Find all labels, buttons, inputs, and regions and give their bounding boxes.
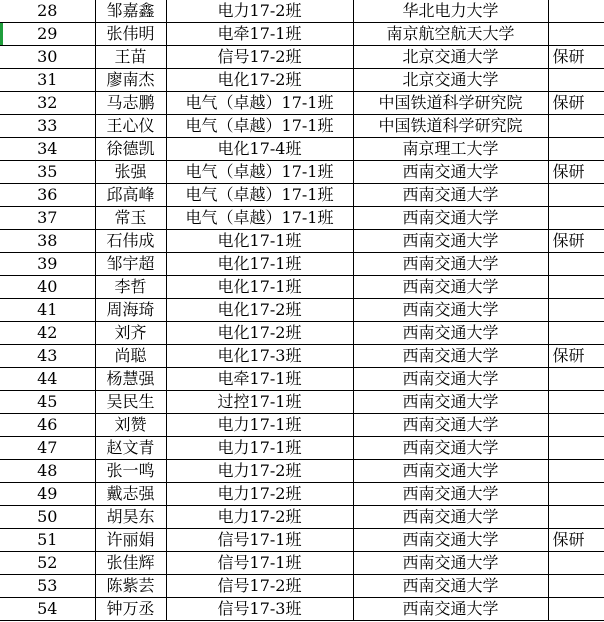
cell-number[interactable]: 52: [0, 552, 95, 575]
cell-class[interactable]: 信号17-3班: [166, 598, 353, 621]
cell-number[interactable]: 44: [0, 368, 95, 391]
table-row: [0, 598, 604, 621]
cell-number[interactable]: 42: [0, 322, 95, 345]
cell-number[interactable]: 48: [0, 460, 95, 483]
table-row: [0, 391, 604, 414]
table-row: [0, 115, 604, 138]
cell-number[interactable]: 35: [0, 161, 95, 184]
cell-number[interactable]: 47: [0, 437, 95, 460]
table-row: [0, 161, 604, 184]
cell-note[interactable]: [548, 115, 604, 138]
cell-note[interactable]: 保研: [548, 230, 604, 253]
cell-school[interactable]: 西南交通大学: [353, 437, 548, 460]
cell-school[interactable]: 西南交通大学: [353, 598, 548, 621]
cell-class[interactable]: 电气（卓越）17-1班: [166, 161, 353, 184]
cell-note[interactable]: 保研: [548, 161, 604, 184]
table-row: [0, 253, 604, 276]
cell-note[interactable]: [548, 414, 604, 437]
table-row: [0, 46, 604, 69]
cell-note[interactable]: [548, 552, 604, 575]
cell-number[interactable]: 36: [0, 184, 95, 207]
cell-school[interactable]: 西南交通大学: [353, 322, 548, 345]
cell-class[interactable]: 电力17-2班: [166, 0, 353, 23]
cell-school[interactable]: 西南交通大学: [353, 460, 548, 483]
cell-number[interactable]: 43: [0, 345, 95, 368]
cell-school[interactable]: 北京交通大学: [353, 46, 548, 69]
cell-class[interactable]: 信号17-2班: [166, 575, 353, 598]
cell-number[interactable]: 40: [0, 276, 95, 299]
cell-note[interactable]: [548, 368, 604, 391]
table-row: [0, 506, 604, 529]
cell-school[interactable]: 西南交通大学: [353, 299, 548, 322]
cell-name[interactable]: 张佳辉: [95, 552, 166, 575]
cell-name[interactable]: 徐德凯: [95, 138, 166, 161]
cell-class[interactable]: 电化17-1班: [166, 253, 353, 276]
cell-note[interactable]: [548, 437, 604, 460]
cell-school[interactable]: 中国铁道科学研究院: [353, 115, 548, 138]
cell-school[interactable]: 西南交通大学: [353, 529, 548, 552]
table-row: [0, 69, 604, 92]
cell-note[interactable]: [548, 506, 604, 529]
cell-note[interactable]: [548, 207, 604, 230]
cell-name[interactable]: 杨慧强: [95, 368, 166, 391]
cell-school[interactable]: 西南交通大学: [353, 368, 548, 391]
cell-name[interactable]: 周海琦: [95, 299, 166, 322]
cell-number[interactable]: 37: [0, 207, 95, 230]
cell-school[interactable]: 西南交通大学: [353, 276, 548, 299]
cell-number[interactable]: 34: [0, 138, 95, 161]
cell-class[interactable]: 电牵17-1班: [166, 23, 353, 46]
cell-class[interactable]: 电化17-4班: [166, 138, 353, 161]
cell-note[interactable]: [548, 184, 604, 207]
cell-number[interactable]: 50: [0, 506, 95, 529]
cell-class[interactable]: 电气（卓越）17-1班: [166, 207, 353, 230]
cell-name[interactable]: 吴民生: [95, 391, 166, 414]
cell-school[interactable]: 西南交通大学: [353, 345, 548, 368]
cell-note[interactable]: [548, 69, 604, 92]
cell-number[interactable]: 31: [0, 69, 95, 92]
cell-number[interactable]: 54: [0, 598, 95, 621]
cell-name[interactable]: 刘赞: [95, 414, 166, 437]
cell-school[interactable]: 西南交通大学: [353, 552, 548, 575]
cell-class[interactable]: 电气（卓越）17-1班: [166, 92, 353, 115]
cell-note[interactable]: [548, 460, 604, 483]
cell-class[interactable]: 电化17-2班: [166, 299, 353, 322]
cell-note[interactable]: [548, 598, 604, 621]
cell-note[interactable]: [548, 23, 604, 46]
cell-number[interactable]: 30: [0, 46, 95, 69]
cell-school[interactable]: 西南交通大学: [353, 184, 548, 207]
cell-class[interactable]: 电化17-3班: [166, 345, 353, 368]
table-row: [0, 0, 604, 23]
cell-name[interactable]: 张强: [95, 161, 166, 184]
cell-note[interactable]: [548, 253, 604, 276]
cell-number[interactable]: 51: [0, 529, 95, 552]
cell-number[interactable]: 53: [0, 575, 95, 598]
cell-class[interactable]: 电力17-2班: [166, 460, 353, 483]
cell-school[interactable]: 南京理工大学: [353, 138, 548, 161]
cell-class[interactable]: 电力17-2班: [166, 506, 353, 529]
cell-note[interactable]: 保研: [548, 46, 604, 69]
cell-school[interactable]: 中国铁道科学研究院: [353, 92, 548, 115]
cell-number[interactable]: 41: [0, 299, 95, 322]
cell-name[interactable]: 常玉: [95, 207, 166, 230]
cell-class[interactable]: 电力17-1班: [166, 437, 353, 460]
cell-name[interactable]: 刘齐: [95, 322, 166, 345]
cell-number[interactable]: 33: [0, 115, 95, 138]
cell-school[interactable]: 南京航空航天大学: [353, 23, 548, 46]
cell-name[interactable]: 邱高峰: [95, 184, 166, 207]
table-row: [0, 184, 604, 207]
cell-name[interactable]: 王苗: [95, 46, 166, 69]
cell-name[interactable]: 钟万丞: [95, 598, 166, 621]
table-row: [0, 414, 604, 437]
cell-class[interactable]: 信号17-1班: [166, 552, 353, 575]
cell-name[interactable]: 邹宇超: [95, 253, 166, 276]
table-row: [0, 437, 604, 460]
cell-name[interactable]: 马志鹏: [95, 92, 166, 115]
cell-school[interactable]: 西南交通大学: [353, 575, 548, 598]
cell-name[interactable]: 石伟成: [95, 230, 166, 253]
table-row: [0, 299, 604, 322]
cell-school[interactable]: 西南交通大学: [353, 506, 548, 529]
cell-name[interactable]: 张伟明: [95, 23, 166, 46]
cell-school[interactable]: 西南交通大学: [353, 414, 548, 437]
cell-number[interactable]: 39: [0, 253, 95, 276]
table-row: [0, 92, 604, 115]
cell-name[interactable]: 张一鸣: [95, 460, 166, 483]
cell-class[interactable]: 信号17-1班: [166, 529, 353, 552]
cell-note[interactable]: [548, 575, 604, 598]
table-row: [0, 276, 604, 299]
table-row: [0, 460, 604, 483]
cell-name[interactable]: 胡昊东: [95, 506, 166, 529]
cell-number[interactable]: 32: [0, 92, 95, 115]
cell-name[interactable]: 李哲: [95, 276, 166, 299]
cell-class[interactable]: 电化17-1班: [166, 230, 353, 253]
cell-class[interactable]: 电气（卓越）17-1班: [166, 115, 353, 138]
cell-school[interactable]: 华北电力大学: [353, 0, 548, 23]
cell-number[interactable]: 49: [0, 483, 95, 506]
cell-name[interactable]: 许丽娟: [95, 529, 166, 552]
cell-name[interactable]: 尚聪: [95, 345, 166, 368]
table-row: [0, 483, 604, 506]
cell-school[interactable]: 西南交通大学: [353, 230, 548, 253]
cell-class[interactable]: 电化17-1班: [166, 276, 353, 299]
cell-school[interactable]: 北京交通大学: [353, 69, 548, 92]
cell-note[interactable]: [548, 0, 604, 23]
cell-class[interactable]: 电化17-2班: [166, 69, 353, 92]
cell-note[interactable]: 保研: [548, 92, 604, 115]
table-row: [0, 322, 604, 345]
cell-name[interactable]: 戴志强: [95, 483, 166, 506]
cell-number[interactable]: 38: [0, 230, 95, 253]
cell-school[interactable]: 西南交通大学: [353, 483, 548, 506]
cell-class[interactable]: 电力17-2班: [166, 483, 353, 506]
cell-school[interactable]: 西南交通大学: [353, 161, 548, 184]
cell-name[interactable]: 赵文青: [95, 437, 166, 460]
cell-note[interactable]: [548, 322, 604, 345]
cell-name[interactable]: 廖南杰: [95, 69, 166, 92]
cell-class[interactable]: 电化17-2班: [166, 322, 353, 345]
cell-number[interactable]: 45: [0, 391, 95, 414]
cell-number[interactable]: 29: [0, 23, 95, 46]
cell-class[interactable]: 过控17-1班: [166, 391, 353, 414]
cell-class[interactable]: 电力17-1班: [166, 414, 353, 437]
table-row: [0, 207, 604, 230]
cell-number[interactable]: 28: [0, 0, 95, 23]
table-row: [0, 368, 604, 391]
cell-name[interactable]: 王心仪: [95, 115, 166, 138]
cell-name[interactable]: 陈紫芸: [95, 575, 166, 598]
cell-note[interactable]: [548, 391, 604, 414]
cell-number[interactable]: 46: [0, 414, 95, 437]
cell-note[interactable]: [548, 138, 604, 161]
cell-school[interactable]: 西南交通大学: [353, 207, 548, 230]
cell-class[interactable]: 信号17-2班: [166, 46, 353, 69]
table-row: [0, 529, 604, 552]
cell-school[interactable]: 西南交通大学: [353, 391, 548, 414]
cell-school[interactable]: 西南交通大学: [353, 253, 548, 276]
table-row: [0, 23, 604, 46]
table-row: [0, 575, 604, 598]
cell-note[interactable]: [548, 299, 604, 322]
table-row: [0, 230, 604, 253]
cell-note[interactable]: [548, 483, 604, 506]
cell-note[interactable]: 保研: [548, 529, 604, 552]
cell-note[interactable]: 保研: [548, 345, 604, 368]
table-row: [0, 552, 604, 575]
cell-name[interactable]: 邹嘉鑫: [95, 0, 166, 23]
cell-class[interactable]: 电牵17-1班: [166, 368, 353, 391]
cell-note[interactable]: [548, 276, 604, 299]
cell-class[interactable]: 电气（卓越）17-1班: [166, 184, 353, 207]
table-row: [0, 345, 604, 368]
table-row: [0, 138, 604, 161]
